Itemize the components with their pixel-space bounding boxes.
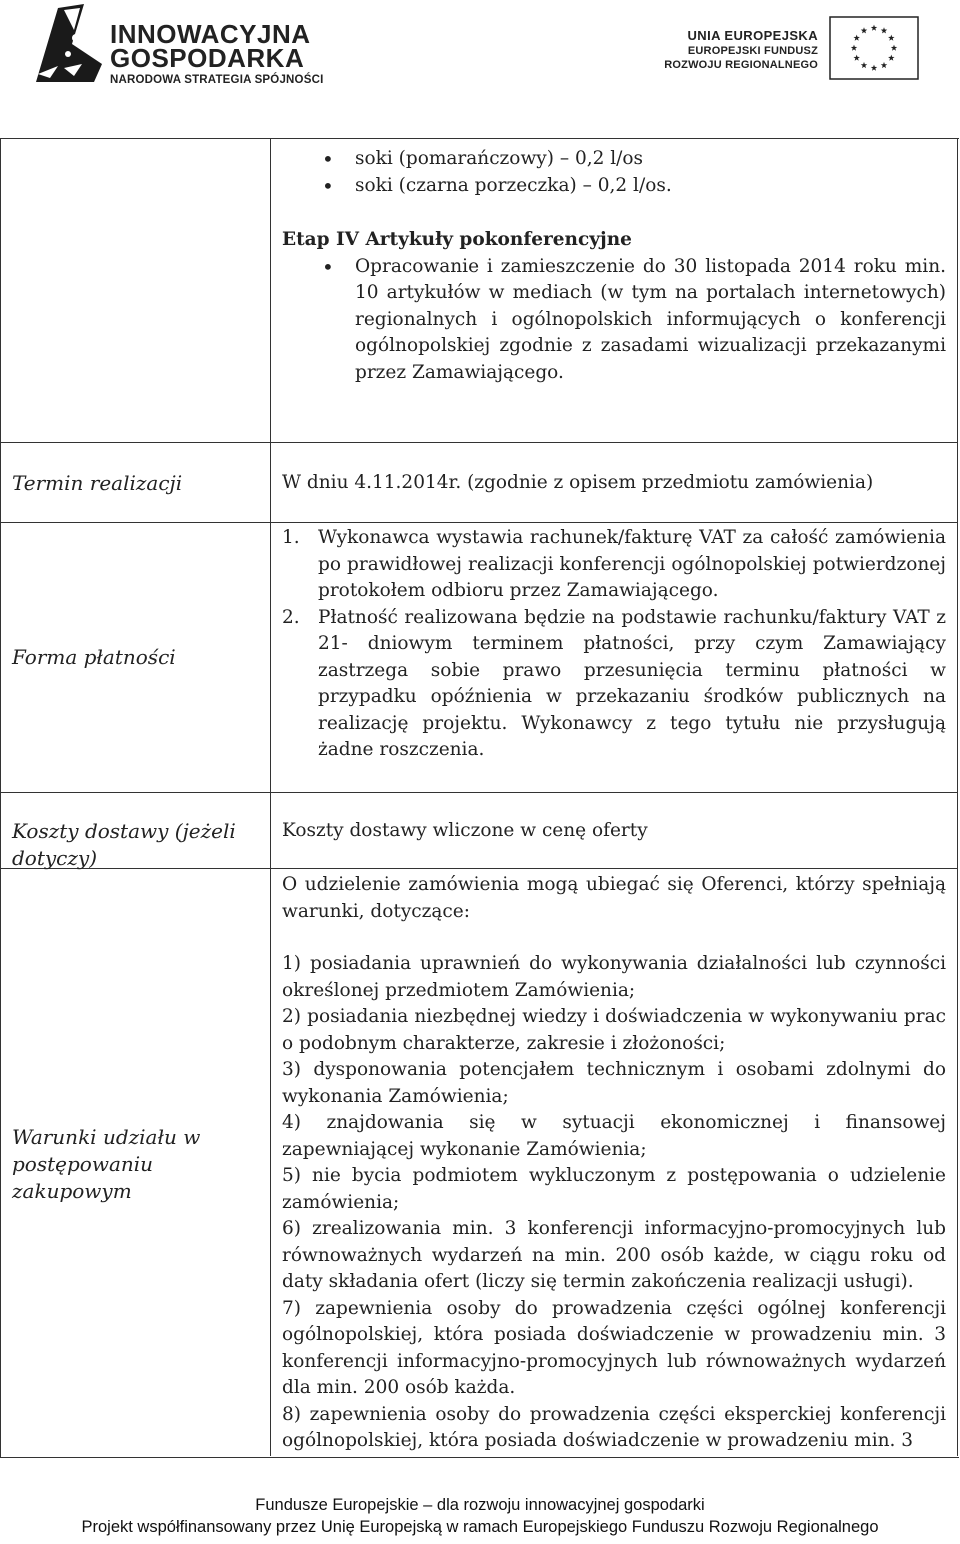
ig-line2: GOSPODARKA (110, 43, 305, 73)
ig-line3: NARODOWA STRATEGIA SPÓJNOŚCI (110, 74, 324, 86)
list-item: • soki (pomarańczowy) – 0,2 l/os (282, 146, 946, 173)
payment-item-2 (282, 605, 946, 764)
row-divider (0, 522, 958, 523)
eu-flag-icon (829, 16, 919, 80)
stage-title: Etap IV Artykuły pokonferencyjne (282, 229, 632, 250)
condition-item: 7) zapewnienia osoby do prowadzenia części ogólnej konferencji ogólnopolskiej, która posiada doświadczenie w prowadzeniu min. 3 konferencji informacyjno-promocyjnych lub równoważnych wydarzeń dla min. 200 osób każda. (282, 1297, 946, 1398)
termin-value: W dniu 4.11.2014r. (zgodnie z opisem przedmiotu zamówienia) (282, 472, 874, 493)
drinks-list (282, 146, 946, 199)
warunki-label: Warunki udziału w postępowaniu zakupowym (12, 1125, 201, 1203)
list-item: • soki (czarna porzeczka) – 0,2 l/os. (282, 173, 946, 200)
koszty-value: Koszty dostawy wliczone w cenę oferty (282, 820, 648, 841)
condition-item: 1) posiadania uprawnień do wykonywania działalności lub czynności określonej przedmiotem Zamówienia; (282, 953, 946, 1001)
forma-value (282, 525, 946, 764)
eu-logo-text (664, 28, 818, 72)
condition-item: 5) nie bycia podmiotem wykluczonym z postępowania o udzielenie zamówienia; (282, 1165, 946, 1213)
list-item: • Opracowanie i zamieszczenie do 30 listopada 2014 roku min. 10 artykułów w mediach (w tym na portalach internetowych) regionalnych i ogólnopolskich informujących o konferencji ogólnopolskiej zgodnie z zasadami wizualizacji przekazanymi przez Zamawiającego. (282, 254, 946, 387)
condition-item: 3) dysponowania potencjałem technicznym i osobami zdolnymi do wykonania Zamówienia; (282, 1059, 946, 1107)
eu-line3: ROZWOJU REGIONALNEGO (664, 59, 818, 71)
column-divider (270, 138, 271, 1456)
ig-line1: INNOWACYJNA (110, 19, 311, 49)
table-right-border (957, 138, 958, 1456)
row-divider (0, 442, 958, 443)
conditions-intro: O udzielenie zamówienia mogą ubiegać się Oferenci, którzy spełniają warunki, dotyczące: (282, 874, 946, 922)
condition-item: 6) zrealizowania min. 3 konferencji informacyjno-promocyjnych lub równoważnych wydarzeń na min. 200 osób każde, w ciągu roku od daty składania ofert (liczy się termin zakończenia realizacji usługi). (282, 1218, 946, 1292)
innowacyjna-gospodarka-logo-icon (28, 4, 110, 84)
item-text: Płatność realizowana będzie na podstawie rachunku/faktury VAT z 21- dniowym terminem płatności, przy czym Zamawiający zastrzega sobie prawo przesunięcia terminu płatności w przypadku opóźnienia w przekazaniu środków publicznych na realizację projektu. Wykonawcy z tego tytułu nie przysługują żadne roszczenia. (318, 606, 946, 760)
payment-item-1 (282, 525, 946, 605)
termin-label: Termin realizacji (12, 471, 183, 495)
condition-item: 4) znajdowania się w sytuacji ekonomicznej i finansowej zapewniającej wykonanie Zamówienia; (282, 1112, 946, 1160)
item-text: Wykonawca wystawia rachunek/fakturę VAT za całość zamówienia po prawidłowej realizacji konferencji ogólnopolskiej potwierdzonej protokołem odbioru przez Zamawiającego. (318, 527, 946, 601)
stage-list (282, 254, 946, 387)
koszty-label: Koszty dostawy (jeżeli dotyczy) (12, 819, 236, 870)
row-divider (0, 792, 958, 793)
condition-item: 2) posiadania niezbędnej wiedzy i doświadczenia w wykonywaniu prac o podobnym charakterze, zakresie i złożoności; (282, 1006, 946, 1054)
eu-line1: UNIA EUROPEJSKA (687, 28, 818, 43)
item-number: 2. (282, 606, 300, 628)
condition-item: 8) zapewnienia osoby do prowadzenia części eksperckiej konferencji ogólnopolskiej, która posiada doświadczenie w prowadzeniu min. 3 (282, 1403, 946, 1451)
menu-continuation-cell (282, 146, 946, 386)
footer-line2: Projekt współfinansowany przez Unię Europejską w ramach Europejskiego Funduszu Rozwoju Regionalnego (81, 1518, 879, 1536)
item-number: 1. (282, 527, 300, 548)
page-header (0, 0, 960, 100)
warunki-value (282, 872, 946, 1455)
footer-line1: Fundusze Europejskie – dla rozwoju innowacyjnej gospodarki (255, 1496, 705, 1514)
forma-label: Forma płatności (12, 645, 176, 669)
ig-logo-text (110, 19, 324, 86)
eu-line2: EUROPEJSKI FUNDUSZ (687, 45, 818, 57)
